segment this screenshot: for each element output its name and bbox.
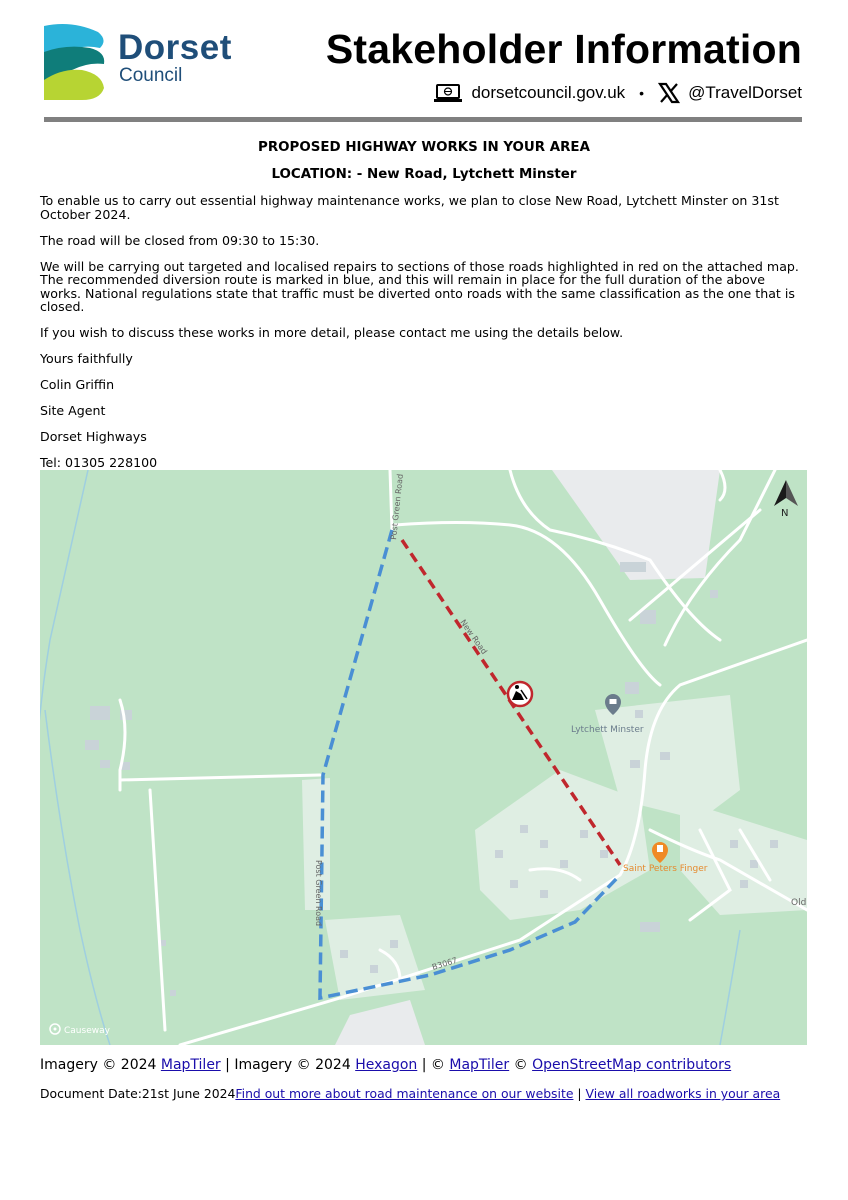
maptiler-link-2[interactable]: MapTiler bbox=[449, 1057, 510, 1073]
map-label-saint-peters-finger: Saint Peters Finger bbox=[623, 864, 708, 874]
signoff: Yours faithfully bbox=[40, 351, 133, 366]
separator-dot: • bbox=[639, 85, 645, 101]
x-twitter-icon[interactable] bbox=[658, 82, 680, 104]
north-arrow-icon bbox=[774, 480, 798, 519]
hexagon-link[interactable]: Hexagon bbox=[355, 1057, 418, 1073]
north-label: N bbox=[781, 508, 789, 519]
dorset-logo-mark-icon bbox=[42, 22, 112, 102]
map-canvas bbox=[40, 470, 807, 1045]
location-heading: LOCATION: - New Road, Lytchett Minster bbox=[271, 166, 577, 182]
dorset-council-logo bbox=[42, 22, 242, 104]
roadworks-link[interactable]: View all roadworks in your area bbox=[585, 1086, 781, 1101]
contact-row bbox=[433, 82, 802, 104]
agent-name: Colin Griffin bbox=[40, 377, 115, 392]
header-rule bbox=[44, 117, 802, 122]
footer-separator: | bbox=[573, 1086, 586, 1101]
roadworks-map[interactable] bbox=[40, 470, 807, 1045]
page-title: Stakeholder Information bbox=[325, 26, 802, 72]
laptop-icon bbox=[433, 83, 463, 103]
pub-marker-icon[interactable] bbox=[652, 842, 668, 863]
attribution-text-2: | Imagery © 2024 bbox=[220, 1057, 356, 1073]
map-label-new-road: New Road bbox=[458, 617, 489, 656]
logo-subtitle: Council bbox=[119, 65, 183, 86]
agent-role: Site Agent bbox=[40, 403, 106, 418]
openstreetmap-link[interactable]: OpenStreetMap contributors bbox=[532, 1057, 732, 1073]
logo-name: Dorset bbox=[118, 28, 232, 67]
document-footer bbox=[40, 1086, 780, 1101]
map-label-post-green-road-top: Post Green Road bbox=[389, 473, 405, 541]
agent-phone: Tel: 01305 228100 bbox=[40, 455, 158, 470]
details-paragraph: We will be carrying out targeted and localised repairs to sections of those roads highlighted in red on the attached map. The recommended diversion route is marked in blue, and this will remain in place for the full duration of the above works. National regulations state that traffic must be diverted onto roads with the same classification as the one that is closed. bbox=[40, 258, 799, 314]
map-label-old: Old bbox=[791, 898, 807, 908]
maptiler-link[interactable]: MapTiler bbox=[160, 1057, 221, 1073]
agent-org: Dorset Highways bbox=[40, 429, 147, 444]
notice-heading: PROPOSED HIGHWAY WORKS IN YOUR AREA bbox=[258, 140, 590, 155]
website-text[interactable]: dorsetcouncil.gov.uk bbox=[471, 83, 626, 102]
document-date: Document Date:21st June 2024 bbox=[40, 1086, 236, 1101]
attribution-text-4: © bbox=[509, 1057, 533, 1073]
map-label-causeway: Causeway bbox=[64, 1026, 110, 1036]
map-label-lytchett-minster: Lytchett Minster bbox=[571, 725, 644, 735]
map-attribution bbox=[40, 1057, 731, 1073]
notice-body bbox=[40, 139, 808, 470]
road-maintenance-link[interactable]: Find out more about road maintenance on our website bbox=[235, 1086, 574, 1101]
roadworks-icon[interactable] bbox=[508, 682, 532, 706]
attribution-text-1: Imagery © 2024 bbox=[40, 1057, 161, 1073]
page-header bbox=[0, 0, 848, 125]
causeway-logo-icon bbox=[50, 1024, 60, 1034]
contact-paragraph: If you wish to discuss these works in more detail, please contact me using the details below. bbox=[40, 325, 624, 340]
twitter-handle[interactable]: @TravelDorset bbox=[688, 83, 802, 102]
closure-paragraph: To enable us to carry out essential highway maintenance works, we plan to close New Road, Lytchett Minster on 31st October 2024. bbox=[40, 193, 779, 222]
map-label-b3067: B3067 bbox=[430, 955, 459, 972]
map-label-post-green-road-bottom: Post Green Road bbox=[314, 860, 323, 927]
times-paragraph: The road will be closed from 09:30 to 15:30. bbox=[40, 232, 320, 248]
attribution-text-3: | © bbox=[417, 1057, 450, 1073]
